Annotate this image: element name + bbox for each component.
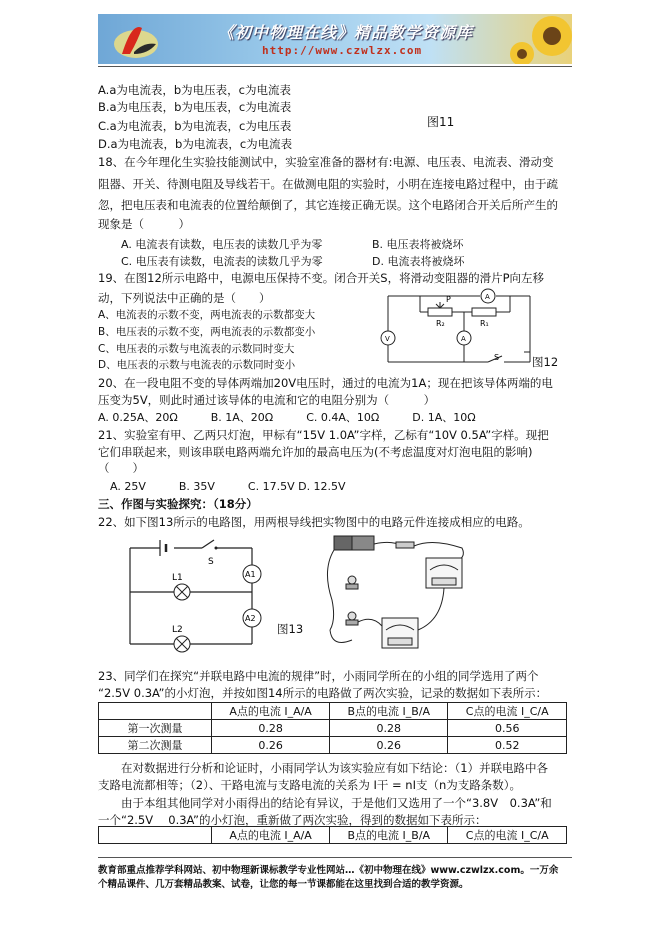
table-header-cell: C点的电流 I_C/A — [448, 703, 567, 720]
figure-12-circuit — [380, 282, 550, 372]
table-cell: 0.56 — [448, 720, 567, 737]
table-header-row — [99, 703, 567, 720]
q20-line-2: 压变为5V，则此时通过该导体的电流和它的电阻分别为（ ） — [98, 393, 436, 407]
table-cell: 0.28 — [212, 720, 330, 737]
fig12-ammeter-a2: A — [461, 335, 466, 343]
q23-analysis-line-3: 由于本组其他同学对小雨得出的结论有异议，于是他们又选用了一个“3.8V 0.3A”和 — [98, 796, 552, 810]
header-banner — [98, 14, 572, 64]
q21-line-3: （ ） — [98, 461, 144, 475]
site-url[interactable]: http://www.czwlzx.com — [262, 44, 423, 57]
q23-line-1: 23、同学们在探究“并联电路中电流的规律”时，小雨同学所在的小组的同学选用了两个 — [98, 669, 539, 683]
q17-option-a: A.a为电流表，b为电压表，c为电流表 — [98, 83, 291, 97]
fig11-label: 图11 — [427, 115, 455, 129]
q22-text: 22、如下图13所示的电路图，用两根导线把实物图中的电路元件连接成相应的电路。 — [98, 515, 530, 529]
footer-rule — [98, 857, 572, 858]
q23-analysis-line-2: 支路电流都相等；（2）、干路电流与支路电流的关系为 I干 = nI支（n为支路条数）。 — [98, 778, 522, 792]
figure-13-circuit-diagram — [116, 536, 276, 656]
q17-option-d: D.a为电流表，b为电流表，c为电流表 — [98, 137, 293, 151]
q19-line-2: 动，下列说法中正确的是（ ） — [98, 291, 271, 305]
fig13-label-s: S — [208, 557, 214, 567]
fig12-voltmeter: V — [385, 335, 390, 343]
table-row — [99, 737, 567, 754]
q19-option-d: D、电压表的示数与电流表的示数同时变小 — [98, 359, 296, 371]
section-3-heading: 三、作图与实验探究：（18分） — [98, 497, 258, 511]
table-header-row — [99, 827, 567, 844]
q23-analysis-line-4: 一个“2.5V 0.3A”的小灯泡，重新做了两次实验，得到的数据如下表所示： — [98, 813, 487, 827]
table-cell: 0.52 — [448, 737, 567, 754]
q19-option-c: C、电压表的示数与电流表的示数同时变大 — [98, 343, 295, 355]
site-title: 《初中物理在线》精品教学资源库 — [218, 23, 474, 42]
q18-option-b: B. 电压表将被烧坏 — [372, 238, 464, 251]
figure-13-physical-components — [322, 530, 472, 655]
fig12-label: 图12 — [532, 355, 559, 369]
q21-line-1: 21、实验室有甲、乙两只灯泡，甲标有“15V 1.0A”字样，乙标有“10V 0.5A”字样。现把 — [98, 428, 549, 442]
table-header-cell: A点的电流 I_A/A — [212, 703, 330, 720]
table-row — [99, 720, 567, 737]
q19-line-1: 19、在图12所示电路中，电源电压保持不变。闭合开关S，将滑动变阻器的滑片P向左移 — [98, 271, 544, 285]
header-rule — [98, 66, 572, 67]
fig12-label-r2: R₂ — [436, 319, 445, 328]
logo-icon — [108, 14, 164, 64]
q17-option-c: C.a为电流表，b为电流表，c为电压表 — [98, 119, 292, 133]
fig12-label-s: S — [494, 353, 500, 362]
fig12-label-p: P — [446, 295, 451, 304]
fig13-label-a1: A1 — [245, 570, 256, 579]
q18-option-a: A. 电流表有读数，电压表的读数几乎为零 — [121, 238, 323, 251]
footer-line-2: 个精品课件、几万套精品教案、试卷，让您的每一节课都能在这里找到合适的教学资源。 — [98, 879, 469, 890]
q18-line-1: 18、在今年理化生实验技能测试中，实验室准备的器材有:电源、电压表、电流表、滑动变 — [98, 155, 554, 169]
table-cell: 第一次测量 — [99, 720, 212, 737]
fig13-label-a2: A2 — [245, 614, 256, 623]
table-cell: 0.26 — [212, 737, 330, 754]
table-header-cell — [99, 827, 212, 844]
fig13-label-l2: L2 — [172, 625, 183, 635]
q20-line-1: 20、在一段电阻不变的导体两端加20V电压时，通过的电流为1A；现在把该导体两端的电 — [98, 376, 553, 390]
q19-option-b: B、电压表的示数不变，两电流表的示数都变小 — [98, 326, 316, 338]
q21-options: A. 25V B. 35V C. 17.5V D. 12.5V — [110, 480, 346, 493]
fig12-ammeter-a1: A — [485, 293, 490, 301]
q19-option-a: A、电流表的示数不变，两电流表的示数都变大 — [98, 309, 316, 321]
q18-line-2: 阻器、开关、待测电阻及导线若干。在做测电阻的实验时，小明在连接电路过程中，由于疏 — [98, 177, 558, 191]
q18-line-4: 现象是（ ） — [98, 217, 190, 231]
q18-option-d: D. 电流表将被烧坏 — [372, 255, 465, 268]
table-header-cell — [99, 703, 212, 720]
fig13-label-l1: L1 — [172, 573, 183, 583]
q23-data-table-2 — [98, 826, 567, 844]
table-header-cell: C点的电流 I_C/A — [448, 827, 567, 844]
table-header-cell: B点的电流 I_B/A — [330, 703, 448, 720]
sunflower-icon — [492, 14, 572, 64]
fig12-label-r1: R₁ — [480, 319, 489, 328]
fig13-label: 图13 — [277, 622, 304, 636]
q20-options: A. 0.25A、20Ω B. 1A、20Ω C. 0.4A、10Ω D. 1A、10Ω — [98, 411, 476, 424]
table-header-cell: B点的电流 I_B/A — [330, 827, 448, 844]
q23-line-2: “2.5V 0.3A”的小灯泡，并按如图14所示的电路做了两次实验，记录的数据如下表所示： — [98, 686, 548, 700]
q17-option-b: B.a为电压表，b为电压表，c为电流表 — [98, 100, 292, 114]
table-cell: 第二次测量 — [99, 737, 212, 754]
table-cell: 0.26 — [330, 737, 448, 754]
footer-line-1: 教育部重点推荐学科网站、初中物理新课标教学专业性网站…《初中物理在线》www.czwlzx.com。一万余 — [98, 865, 559, 876]
table-cell: 0.28 — [330, 720, 448, 737]
q23-analysis-line-1: 在对数据进行分析和论证时，小雨同学认为该实验应有如下结论：（1）并联电路中各 — [98, 761, 549, 775]
table-header-cell: A点的电流 I_A/A — [212, 827, 330, 844]
q21-line-2: 它们串联起来，则该串联电路两端允许加的最高电压为(不考虑温度对灯泡电阻的影响) — [98, 445, 533, 459]
q23-data-table-1 — [98, 702, 567, 754]
q18-line-3: 忽，把电压表和电流表的位置给颠倒了，其它连接正确无误。这个电路闭合开关后所产生的 — [98, 198, 558, 212]
q18-option-c: C. 电压表有读数，电流表的读数几乎为零 — [121, 255, 323, 268]
